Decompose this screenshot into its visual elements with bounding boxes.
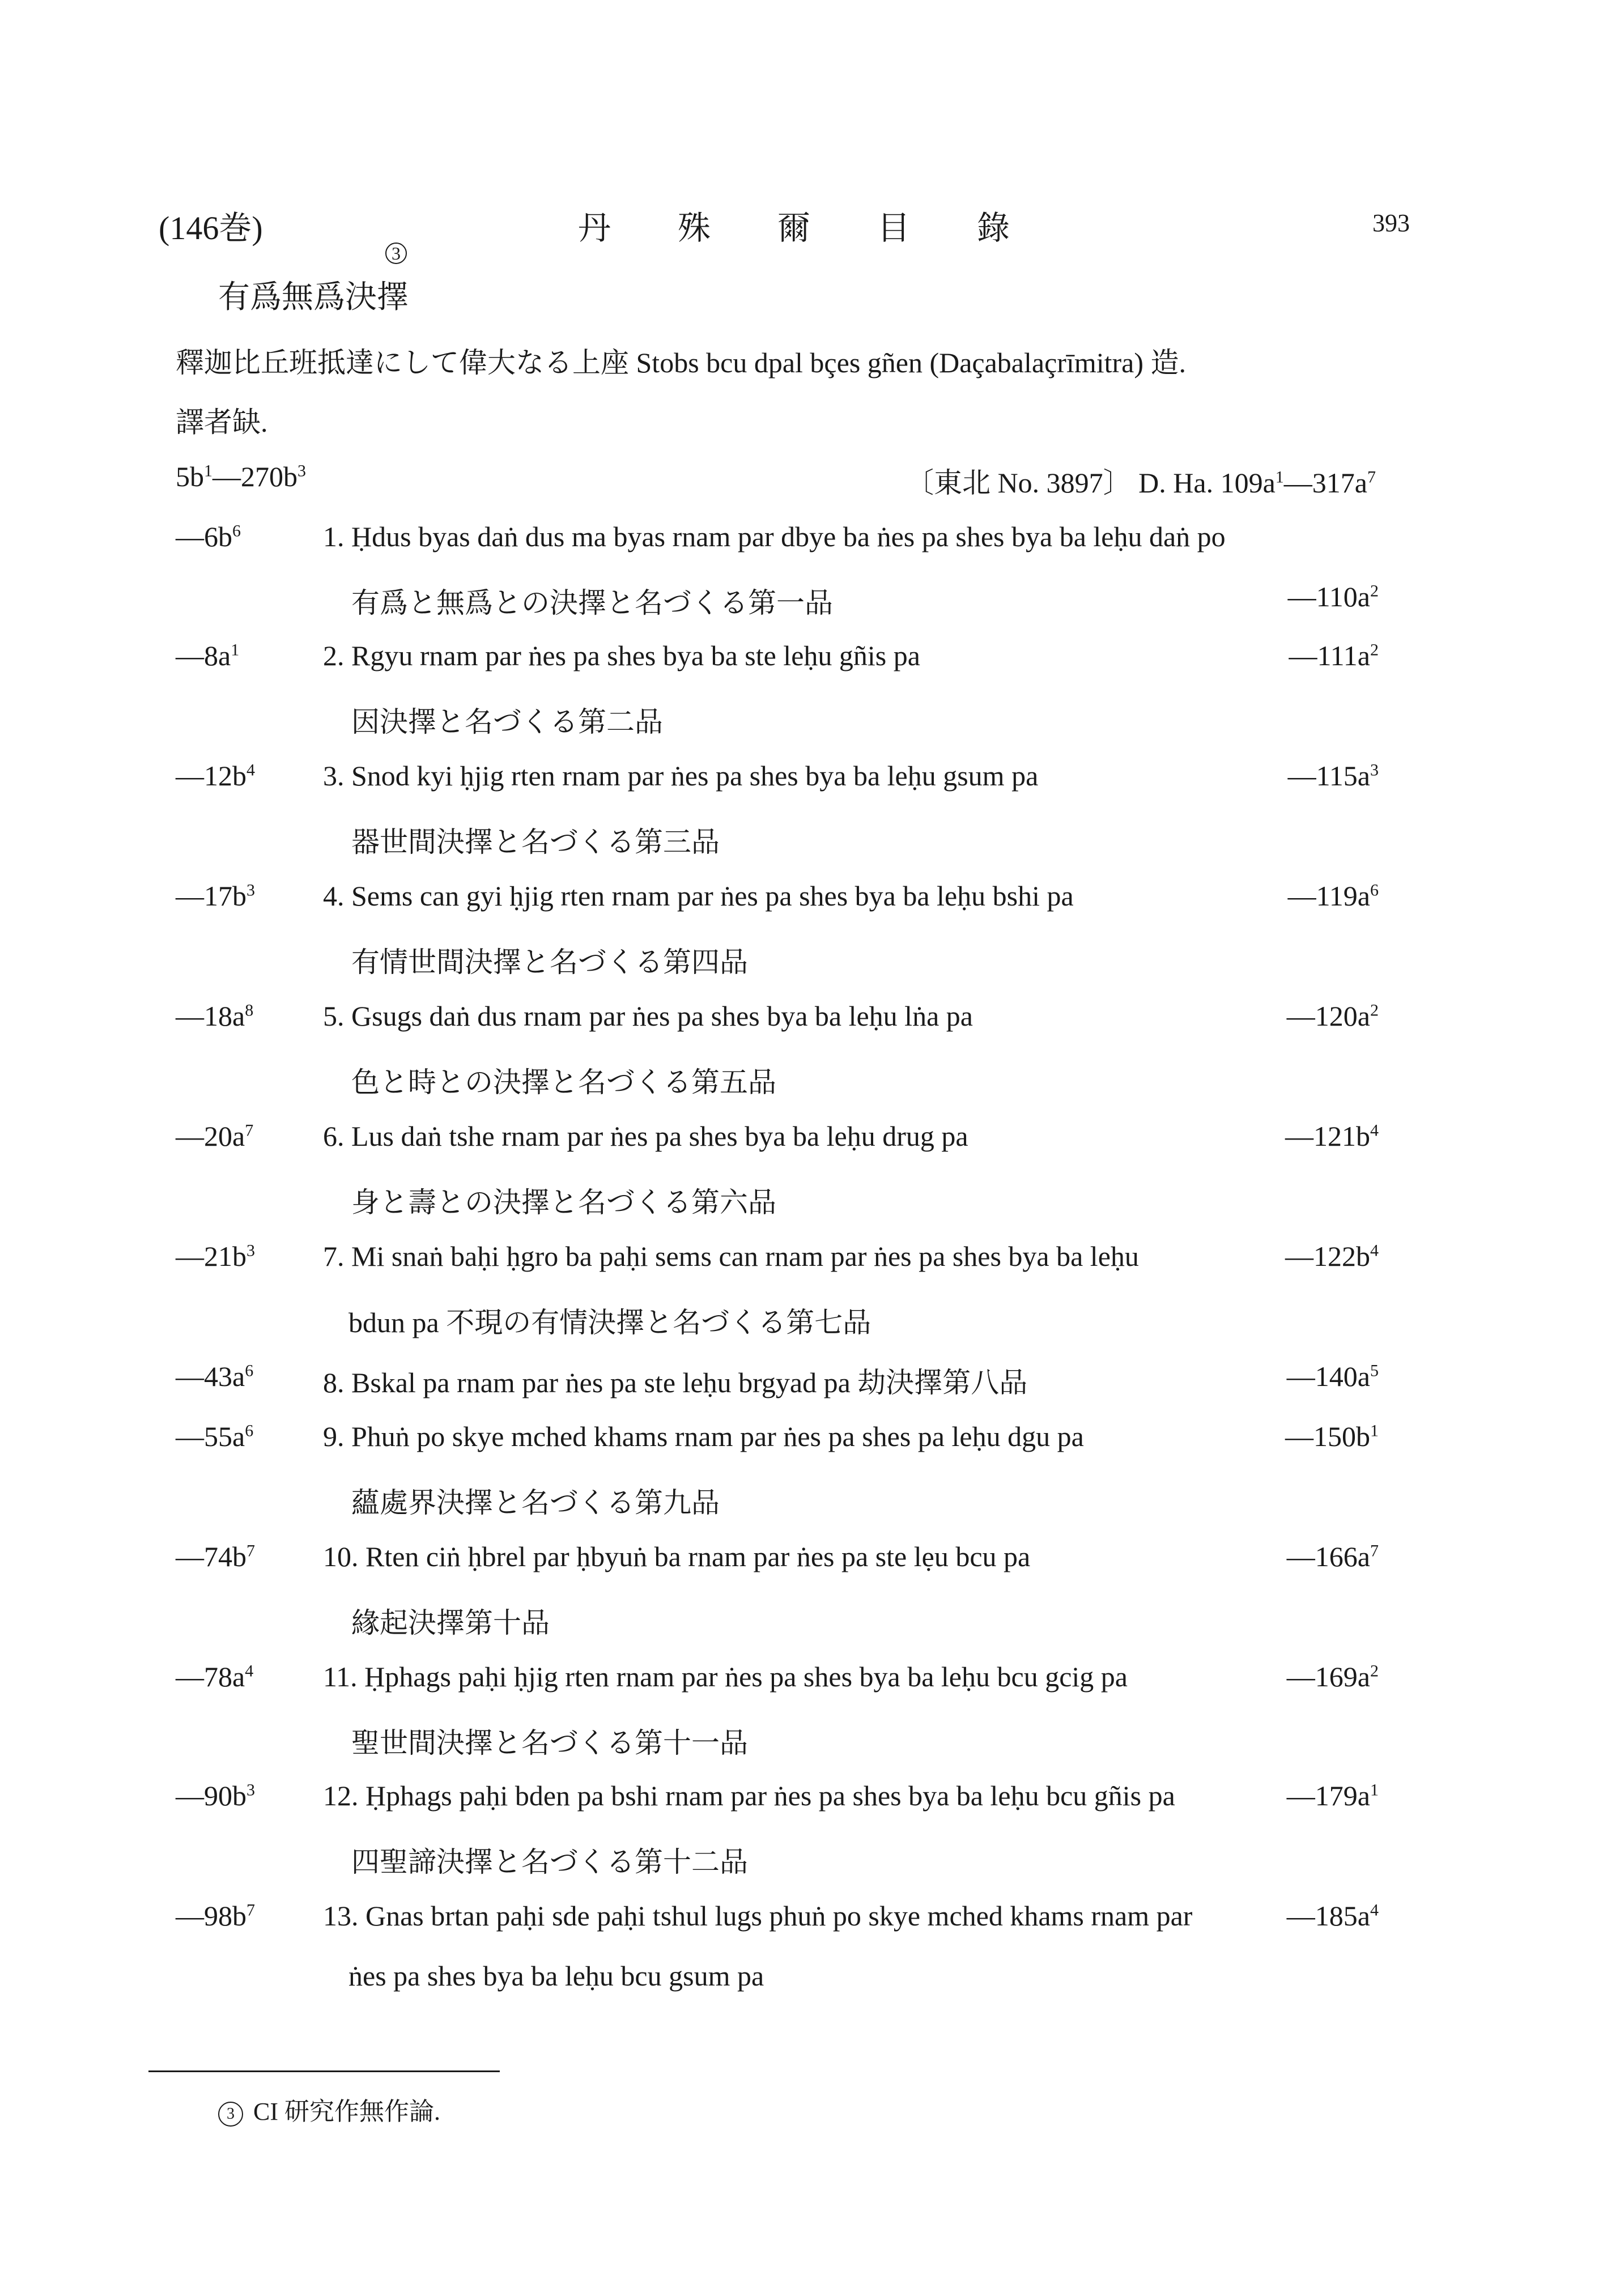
tohoku-ref-end: —317a [1283, 467, 1367, 499]
chapter-location [176, 1240, 255, 1273]
chapter-location-value: —43a [176, 1360, 245, 1392]
chapter-location-value: —18a [176, 1000, 245, 1032]
range-end-sup: 3 [297, 461, 306, 481]
chapter-tohoku-sup: 7 [1370, 1541, 1379, 1561]
chapter-tohoku-value: —110a [1287, 581, 1370, 613]
chapter-location-value: —17b [176, 880, 246, 912]
chapter-title-japanese: 聖世間決擇と名づくる第十一品 [351, 1727, 748, 1759]
chapter-location [176, 1360, 253, 1393]
chapter-location-value: —78a [176, 1661, 245, 1693]
chapter-title-japanese: 有情世間決擇と名づくる第四品 [351, 946, 748, 978]
chapter-location-sup: 3 [246, 1241, 255, 1260]
chapter-title-japanese: 身と壽との決擇と名づくる第六品 [351, 1187, 776, 1218]
chapter-location [176, 639, 239, 672]
chapter-location-sup: 6 [232, 521, 241, 541]
chapter-title-tibetan: 13. Gnas brtan paḥi sde paḥi tshul lugs phuṅ po skye mched khams rnam par [323, 1900, 1193, 1932]
chapter-location [176, 1779, 255, 1812]
chapter-tohoku-location [1285, 1420, 1379, 1453]
chapter-tohoku-location [1287, 1540, 1379, 1573]
chapter-tohoku-location [1285, 1240, 1379, 1273]
chapter-tohoku-location [1288, 879, 1379, 912]
chapter-tohoku-sup: 2 [1370, 1661, 1379, 1681]
chapter-location [176, 1420, 253, 1453]
chapter-tohoku-value: —150b [1285, 1421, 1370, 1452]
chapter-location [176, 759, 255, 792]
chapter-tohoku-value: —169a [1286, 1661, 1370, 1693]
location-range [176, 460, 306, 493]
chapter-title-japanese: bdun pa 不現の有情決擇と名づくる第七品 [348, 1307, 871, 1338]
tohoku-reference [905, 460, 1376, 501]
chapter-tohoku-location [1288, 759, 1379, 792]
chapter-tohoku-sup: 4 [1370, 1900, 1379, 1920]
chapter-location-sup: 6 [245, 1421, 254, 1440]
chapter-location [176, 879, 255, 912]
chapter-tohoku-value: —115a [1287, 760, 1370, 792]
chapter-tohoku-value: —185a [1286, 1900, 1370, 1932]
chapter-tohoku-sup: 4 [1370, 1241, 1379, 1260]
range-start: 5b [176, 461, 204, 492]
chapter-location-value: —90b [176, 1780, 246, 1812]
chapter-title-japanese: 蘊處界決擇と名づくる第九品 [351, 1487, 720, 1519]
chapter-title-japanese: ṅes pa shes bya ba leḥu bcu gsum pa [348, 1960, 764, 1992]
chapter-tohoku-location [1285, 1120, 1379, 1153]
chapter-title-japanese: 器世間決擇と名づくる第三品 [351, 826, 720, 858]
chapter-title-tibetan: 2. Rgyu rnam par ṅes pa shes bya ba ste leḥu gñis pa [323, 640, 920, 671]
chapter-location-sup: 8 [245, 1001, 254, 1020]
footnote [218, 2091, 440, 2127]
chapter-tohoku-sup: 6 [1370, 881, 1379, 900]
chapter-location-sup: 4 [245, 1661, 254, 1681]
chapter-location-sup: 4 [246, 760, 255, 780]
chapter-tohoku-sup: 5 [1370, 1361, 1379, 1380]
chapter-tohoku-value: —140a [1286, 1360, 1370, 1392]
chapter-title-tibetan: 7. Mi snaṅ baḥi ḥgro ba paḥi sems can rnam par ṅes pa shes bya ba leḥu [323, 1240, 1139, 1272]
translator-line: 譯者缺. [176, 406, 268, 438]
range-end: 270b [241, 461, 297, 492]
chapter-location [176, 1660, 253, 1693]
footnote-mark: 3 [218, 2102, 243, 2127]
chapter-title-tibetan: 3. Snod kyi ḥjig rten rnam par ṅes pa shes bya ba leḥu gsum pa [323, 760, 1039, 792]
chapter-location [176, 520, 241, 553]
chapter-location [176, 1899, 255, 1932]
work-title-note-mark: 3 [385, 243, 407, 264]
chapter-location [176, 1540, 255, 1573]
chapter-tohoku-location [1288, 580, 1379, 613]
chapter-location-value: —12b [176, 760, 246, 792]
page-number: 393 [1372, 209, 1410, 237]
tohoku-ref: 〔東北 No. 3897〕 D. Ha. 109a [905, 467, 1276, 499]
chapter-title-tibetan: 8. Bskal pa rnam par ṅes pa ste leḥu brgyad pa 劫決擇第八品 [323, 1367, 1028, 1398]
chapter-location [176, 1120, 253, 1153]
chapter-title-tibetan: 10. Rten ciṅ ḥbrel par ḥbyuṅ ba rnam par ṅes pa ste lẹu bcu pa [323, 1541, 1031, 1572]
chapter-tohoku-sup: 1 [1370, 1780, 1379, 1800]
chapter-title-tibetan: 6. Lus daṅ tshe rnam par ṅes pa shes bya ba leḥu drug pa [323, 1120, 968, 1152]
chapter-location-sup: 6 [245, 1361, 254, 1380]
chapter-tohoku-sup: 1 [1370, 1421, 1379, 1440]
tohoku-ref-end-sup: 7 [1367, 467, 1376, 487]
range-start-sup: 1 [204, 461, 212, 481]
chapter-location-value: —98b [176, 1900, 246, 1932]
chapter-location [176, 1000, 253, 1032]
chapter-location-sup: 7 [245, 1121, 254, 1140]
footnote-text: CI 研究作無作論. [253, 2098, 440, 2125]
volume-label: (146巻) [159, 210, 263, 246]
chapter-tohoku-sup: 4 [1370, 1121, 1379, 1140]
page-title: 丹殊爾目錄 [578, 210, 1077, 246]
chapter-tohoku-location [1287, 1779, 1379, 1812]
chapter-title-tibetan: 9. Phuṅ po skye mched khams rnam par ṅes pa shes pa leḥu dgu pa [323, 1421, 1084, 1452]
chapter-tohoku-location [1287, 1000, 1379, 1032]
chapter-tohoku-value: —121b [1285, 1120, 1370, 1152]
chapter-title-tibetan: 1. Ḥdus byas daṅ dus ma byas rnam par dbye ba ṅes pa shes bya ba leḥu daṅ po [323, 521, 1226, 552]
chapter-tohoku-sup: 2 [1370, 1001, 1379, 1020]
chapter-location-sup: 3 [246, 881, 255, 900]
chapter-title-tibetan: 4. Sems can gyi ḥjig rten rnam par ṅes pa shes bya ba leḥu bshi pa [323, 880, 1074, 912]
range-dash: — [212, 461, 241, 492]
chapter-location-value: —8a [176, 640, 231, 671]
chapter-title-japanese: 因決擇と名づくる第二品 [351, 706, 663, 738]
chapter-location-sup: 7 [246, 1541, 255, 1561]
author-line: 釋迦比丘班抵達にして偉大なる上座 Stobs bcu dpal bçes gñen (Daçabalaçrīmitra) 造. [176, 347, 1186, 379]
chapter-location-value: —6b [176, 521, 232, 552]
chapter-tohoku-sup: 2 [1370, 581, 1379, 601]
chapter-location-sup: 3 [246, 1780, 255, 1800]
work-title-text: 有爲無爲決擇 [218, 280, 409, 315]
chapter-title-japanese: 色と時との決擇と名づくる第五品 [351, 1066, 776, 1098]
chapter-tohoku-location [1287, 1899, 1379, 1932]
chapter-title-japanese: 四聖諦決擇と名づくる第十二品 [351, 1846, 748, 1878]
chapter-location-value: —74b [176, 1541, 246, 1572]
chapter-title-tibetan: 11. Ḥphags paḥi ḥjig rten rnam par ṅes pa shes bya ba leḥu bcu gcig pa [323, 1661, 1128, 1693]
chapter-tohoku-location [1287, 1360, 1379, 1393]
chapter-location-sup: 1 [231, 640, 240, 660]
chapter-tohoku-value: —120a [1286, 1000, 1370, 1032]
chapter-tohoku-sup: 2 [1370, 640, 1379, 660]
chapter-title-tibetan: 5. Gsugs daṅ dus rnam par ṅes pa shes bya ba leḥu lṅa pa [323, 1000, 973, 1032]
chapter-title-tibetan: 12. Ḥphags paḥi bden pa bshi rnam par ṅes pa shes bya ba leḥu bcu gñis pa [323, 1780, 1175, 1812]
work-title [218, 243, 409, 317]
chapter-title-japanese: 有爲と無爲との決擇と名づくる第一品 [351, 587, 833, 619]
chapter-tohoku-sup: 3 [1370, 760, 1379, 780]
chapter-tohoku-value: —111a [1289, 640, 1370, 671]
chapter-tohoku-location [1289, 639, 1379, 672]
chapter-location-value: —21b [176, 1240, 246, 1272]
chapter-title-japanese: 緣起決擇第十品 [351, 1607, 550, 1639]
tohoku-ref-sup: 1 [1275, 467, 1284, 487]
chapter-location-sup: 7 [246, 1900, 255, 1920]
chapter-tohoku-value: —179a [1286, 1780, 1370, 1812]
chapter-location-value: —55a [176, 1421, 245, 1452]
chapter-tohoku-value: —119a [1287, 880, 1370, 912]
chapter-tohoku-value: —122b [1285, 1240, 1370, 1272]
chapter-tohoku-location [1287, 1660, 1379, 1693]
footnote-divider [148, 2070, 500, 2072]
chapter-tohoku-value: —166a [1286, 1541, 1370, 1572]
chapter-location-value: —20a [176, 1120, 245, 1152]
